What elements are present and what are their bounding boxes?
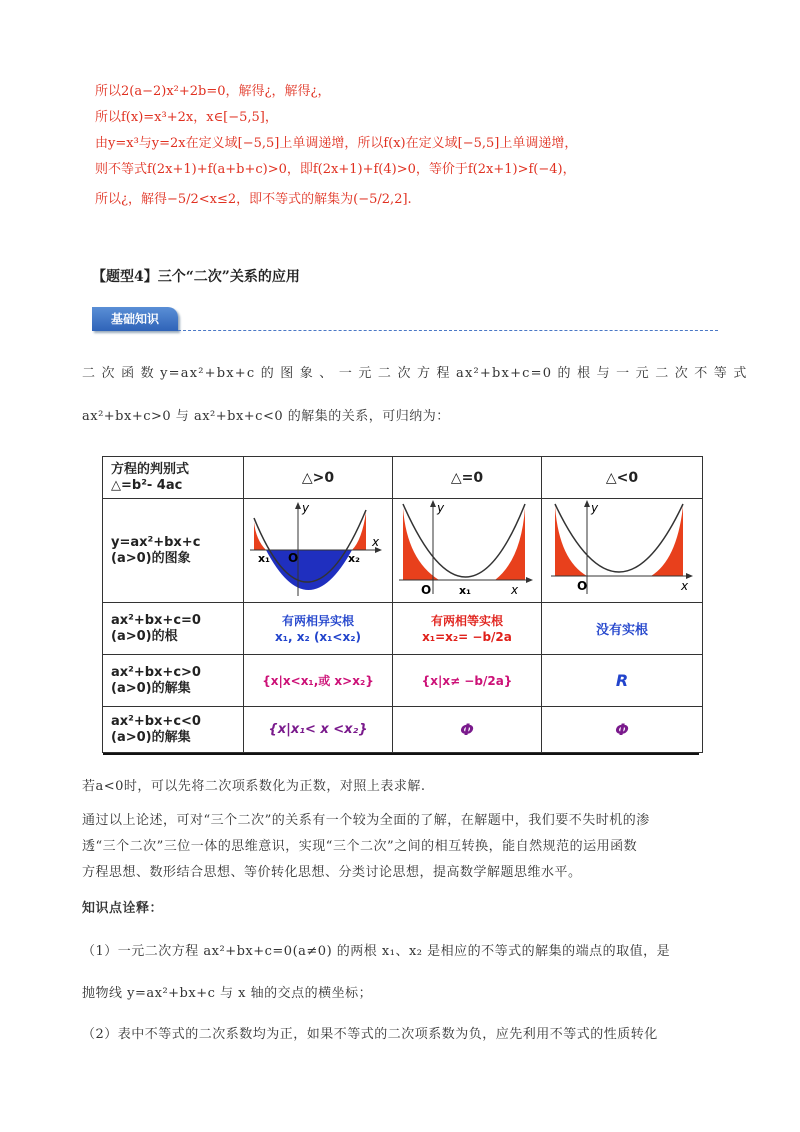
relation-table (102, 456, 703, 753)
origin-label: O (577, 578, 588, 593)
cell-lt-equal (393, 707, 542, 753)
knowledge-heading: 知识点诠释： (82, 901, 164, 916)
para1-line-1: 通过以上论述，可对“三个二次”的关系有一个较为全面的了解，在解题中，我们要不失时机的渗 (82, 813, 650, 828)
cell-roots-two-text: 有两相异实根 x₁, x₂ (x₁<x₂) (275, 613, 361, 644)
row-label-graph-text: y=ax²+bx+c (a>0)的图象 (111, 534, 201, 566)
x2-label: x₂ (348, 551, 360, 565)
cell-lt-none (542, 707, 703, 753)
x-axis-label: x (681, 578, 689, 593)
intro-line-2: ax²+bx+c>0 与 ax²+bx+c<0 的解集的关系，可归纳为： (82, 409, 450, 424)
parabola-no-root-graph (547, 500, 697, 598)
derivation-line-5: 所以¿，解得−5/2<x≤2，即不等式的解集为(−5/2,2]. (95, 192, 412, 207)
basic-knowledge-badge: 基础知识 (92, 307, 178, 331)
cell-lt-equal-text: Φ (460, 720, 474, 739)
row-label-roots (103, 603, 244, 655)
para1-line-2: 透“三个二次”三位一体的思维意识，实现“三个二次”之间的相互转换，能自然规范的运用函数 (82, 839, 638, 854)
x-axis-label: x (511, 582, 519, 597)
section-heading: 【题型4】三个“二次”关系的应用 (92, 269, 300, 285)
row-label-positive-set (103, 655, 244, 707)
item2-line-1: （2）表中不等式的二次系数均为正，如果不等式的二次项系数为负，应先利用不等式的性质转化 (82, 1027, 658, 1042)
origin-label: O (421, 582, 432, 597)
row-label-negative-set-text: ax²+bx+c<0 (a>0)的解集 (111, 713, 201, 745)
parabola-two-roots-graph (248, 500, 388, 598)
header-label-text: 方程的判别式 △=b²- 4ac (111, 461, 190, 493)
col-head-zero: △=0 (393, 457, 542, 499)
y-axis-label: y (437, 500, 445, 515)
row-label-roots-text: ax²+bx+c=0 (a>0)的根 (111, 612, 201, 644)
graph-one-root (393, 499, 542, 603)
dashed-divider (178, 330, 718, 331)
note-line: 若a<0时，可以先将二次项系数化为正数，对照上表求解. (82, 779, 426, 794)
cell-roots-none-text: 没有实根 (595, 623, 648, 638)
item1-line-2: 抛物线 y=ax²+bx+c 与 x 轴的交点的横坐标； (82, 986, 373, 1001)
derivation-line-3: 由y=x³与y=2x在定义域[−5,5]上单调递增，所以f(x)在定义域[−5,5]上单调递增， (95, 136, 578, 151)
row-label-positive-set-text: ax²+bx+c>0 (a>0)的解集 (111, 664, 201, 696)
cell-gt-two-text: {x|x<x₁,或 x>x₂} (262, 674, 374, 688)
cell-gt-none (542, 655, 703, 707)
x1-label: x₁ (459, 583, 471, 597)
y-axis-label: y (302, 500, 310, 515)
col-head-positive: △>0 (244, 457, 393, 499)
cell-gt-none-text: R (615, 671, 629, 690)
derivation-line-2: 所以f(x)=x³+2x，x∈[−5,5]， (95, 110, 278, 125)
cell-gt-equal (393, 655, 542, 707)
cell-lt-two-text: {x|x₁< x <x₂} (268, 722, 368, 737)
cell-roots-equal-text: 有两相等实根 x₁=x₂= −b/2a (422, 613, 512, 644)
x-axis-label: x (372, 534, 380, 549)
x1-label: x₁ (258, 551, 270, 565)
row-label-graph (103, 499, 244, 603)
col-head-negative: △<0 (542, 457, 703, 499)
cell-lt-none-text: Φ (615, 720, 629, 739)
graph-no-root (542, 499, 703, 603)
cell-gt-two (244, 655, 393, 707)
row-label-negative-set (103, 707, 244, 753)
intro-line-1: 二 次 函 数 y=ax²+bx+c 的 图 象 、 一 元 二 次 方 程 ax²+bx+c=0 的 根 与 一 元 二 次 不 等 式 (82, 366, 748, 381)
parabola-one-root-graph (397, 500, 537, 598)
table-header-label (103, 457, 244, 499)
para1-line-3: 方程思想、数形结合思想、等价转化思想、分类讨论思想，提高数学解题思维水平。 (82, 865, 582, 880)
graph-two-roots (244, 499, 393, 603)
origin-label: O (288, 550, 299, 565)
item1-line-1: （1）一元二次方程 ax²+bx+c=0(a≠0) 的两根 x₁、x₂ 是相应的不等式的解集的端点的取值，是 (82, 944, 671, 959)
cell-roots-two (244, 603, 393, 655)
y-axis-label: y (591, 500, 599, 515)
cell-lt-two (244, 707, 393, 753)
cell-roots-equal (393, 603, 542, 655)
derivation-line-1: 所以2(a−2)x²+2b=0，解得¿，解得¿， (95, 84, 331, 99)
derivation-line-4: 则不等式f(2x+1)+f(a+b+c)>0，即f(2x+1)+f(4)>0，等价于f(2x+1)>f(−4)， (95, 162, 576, 177)
cell-roots-none (542, 603, 703, 655)
cell-gt-equal-text: {x|x≠ −b/2a} (421, 673, 513, 688)
